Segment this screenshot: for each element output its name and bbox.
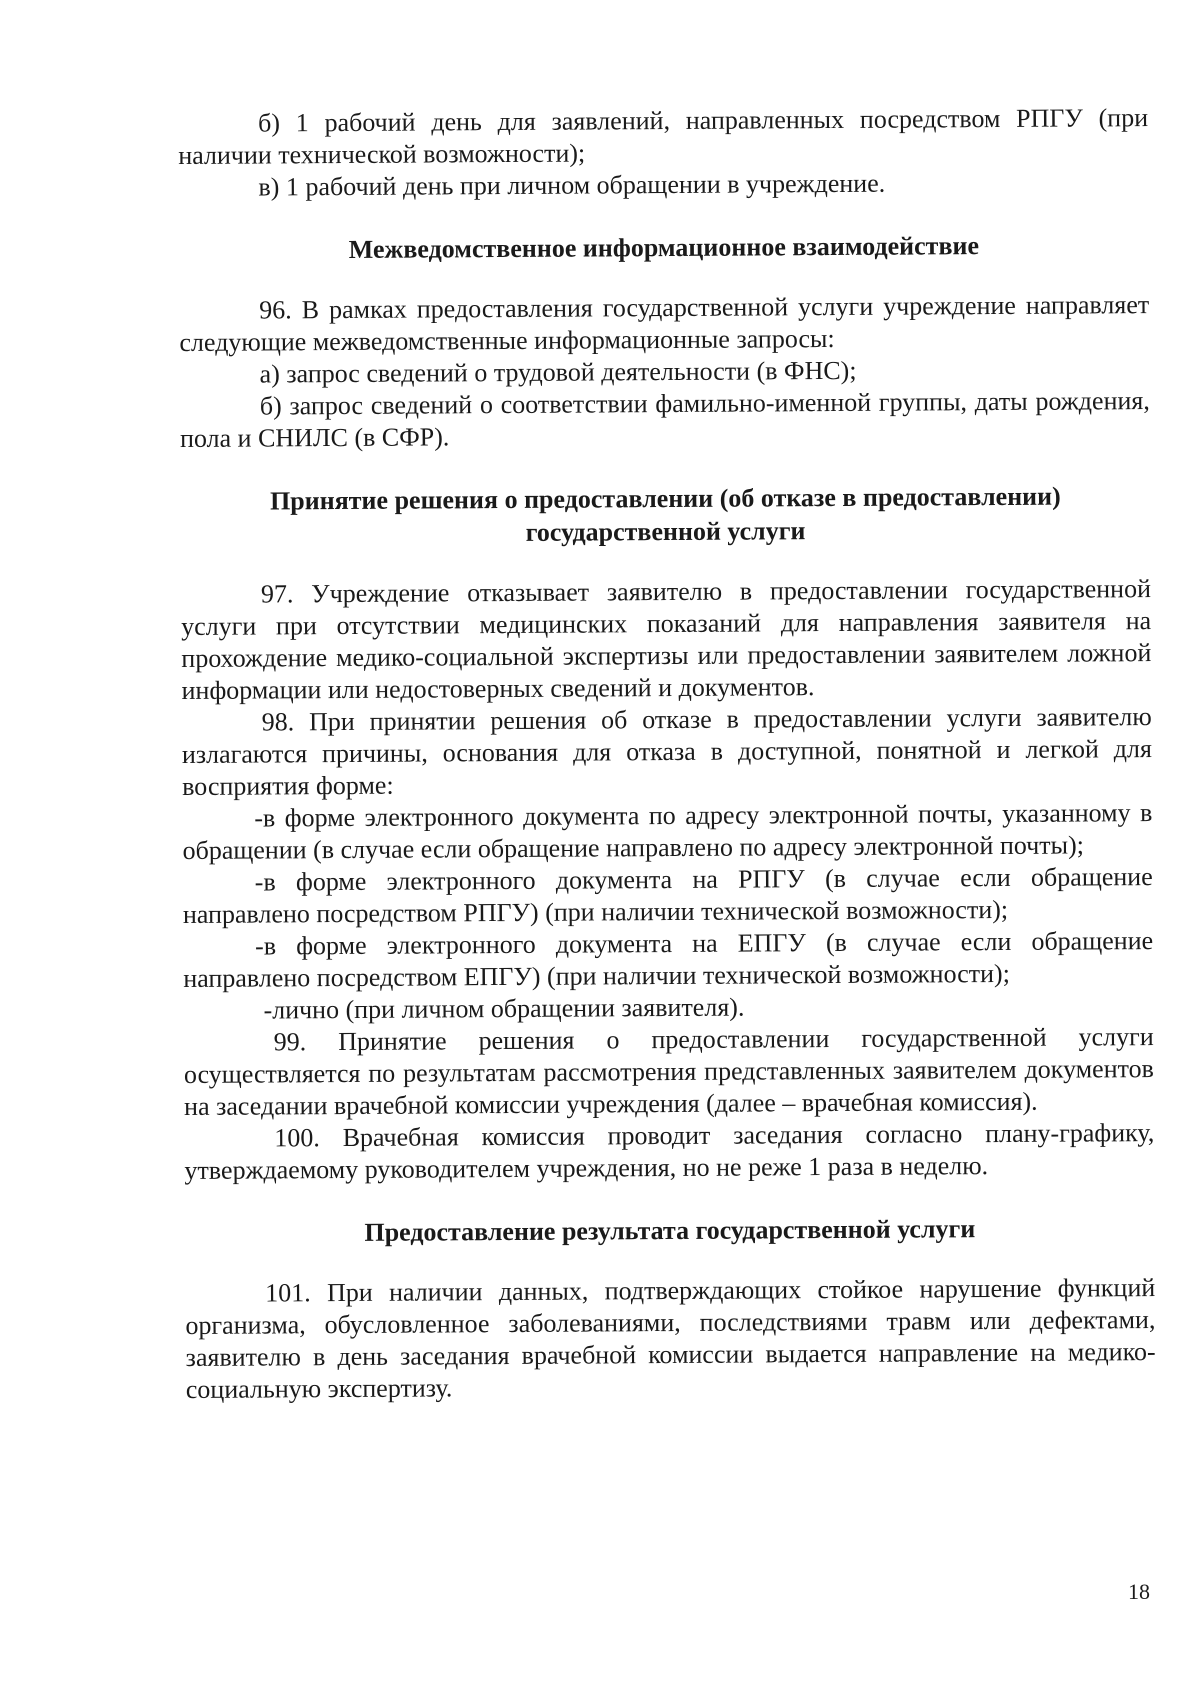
- paragraph-95c: в) 1 рабочий день при личном обращении в учреждение.: [258, 168, 886, 202]
- page-number: 18: [1128, 1579, 1150, 1604]
- section-heading-interagency: Межведомственное информационное взаимодействие: [348, 231, 980, 264]
- paragraph-100: 100. Врачебная комиссия проводит заседания согласно плану-графику, утверждаемому руководителем учреждения, но не реже 1 раза в неделю.: [184, 1118, 1155, 1185]
- paragraph-95b: б) 1 рабочий день для заявлений, направленных посредством РПГУ (при наличии технической возможности);: [178, 103, 1149, 170]
- paragraph-96b: б) запрос сведений о соответствии фамильно-именной группы, даты рождения, пола и СНИЛС (в СФР).: [179, 386, 1150, 453]
- paragraph-98-epgu: -в форме электронного документа на ЕПГУ (в случае если обращение направлено посредством ЕПГУ) (при наличии технической возможности);: [183, 926, 1154, 993]
- paragraph-96a: а) запрос сведений о трудовой деятельности (в ФНС);: [259, 355, 857, 389]
- paragraph-96: 96. В рамках предоставления государственной услуги учреждение направляет следующие межведомственные информационные запросы:: [179, 290, 1150, 357]
- paragraph-98: 98. При принятии решения об отказе в предоставлении услуги заявителю излагаются причины, основания для отказа в доступной, понятной и легкой для восприятия форме:: [181, 702, 1153, 801]
- paragraph-98-personal: -лично (при личном обращении заявителя).: [263, 992, 745, 1025]
- paragraph-97: 97. Учреждение отказывает заявителю в предоставлении государственной услуги при отсутствии медицинских показаний для направления заявителя на прохождение медико-социальной экспертизы или предоставлении заявителем ложной информации или недостоверных сведений и документов.: [181, 574, 1152, 705]
- paragraph-98-rpgu: -в форме электронного документа на РПГУ (в случае если обращение направлено посредством РПГУ) (при наличии технической возможности);: [182, 862, 1153, 929]
- paragraph-98-email: -в форме электронного документа по адресу электронной почты, указанному в обращении (в случае если обращение направлено по адресу электронной почты);: [182, 798, 1153, 865]
- paragraph-101: 101. При наличии данных, подтверждающих стойкое нарушение функций организма, обусловленное заболеваниями, последствиями травм или дефектами, заявителю в день заседания врачебной комиссии выдается направление на медико-социальную экспертизу.: [185, 1273, 1156, 1404]
- section-heading-decision: Принятие решения о предоставлении (об отказе в предоставлении) государственной услуги: [269, 481, 1061, 547]
- section-heading-result: Предоставление результата государственной услуги: [364, 1214, 976, 1247]
- paragraph-99: 99. Принятие решения о предоставлении государственной услуги осуществляется по результатам рассмотрения представленных заявителем документов на заседании врачебной комиссии учреждения (далее – врачебная комиссия).: [183, 1022, 1154, 1121]
- document-page: [178, 102, 1156, 1406]
